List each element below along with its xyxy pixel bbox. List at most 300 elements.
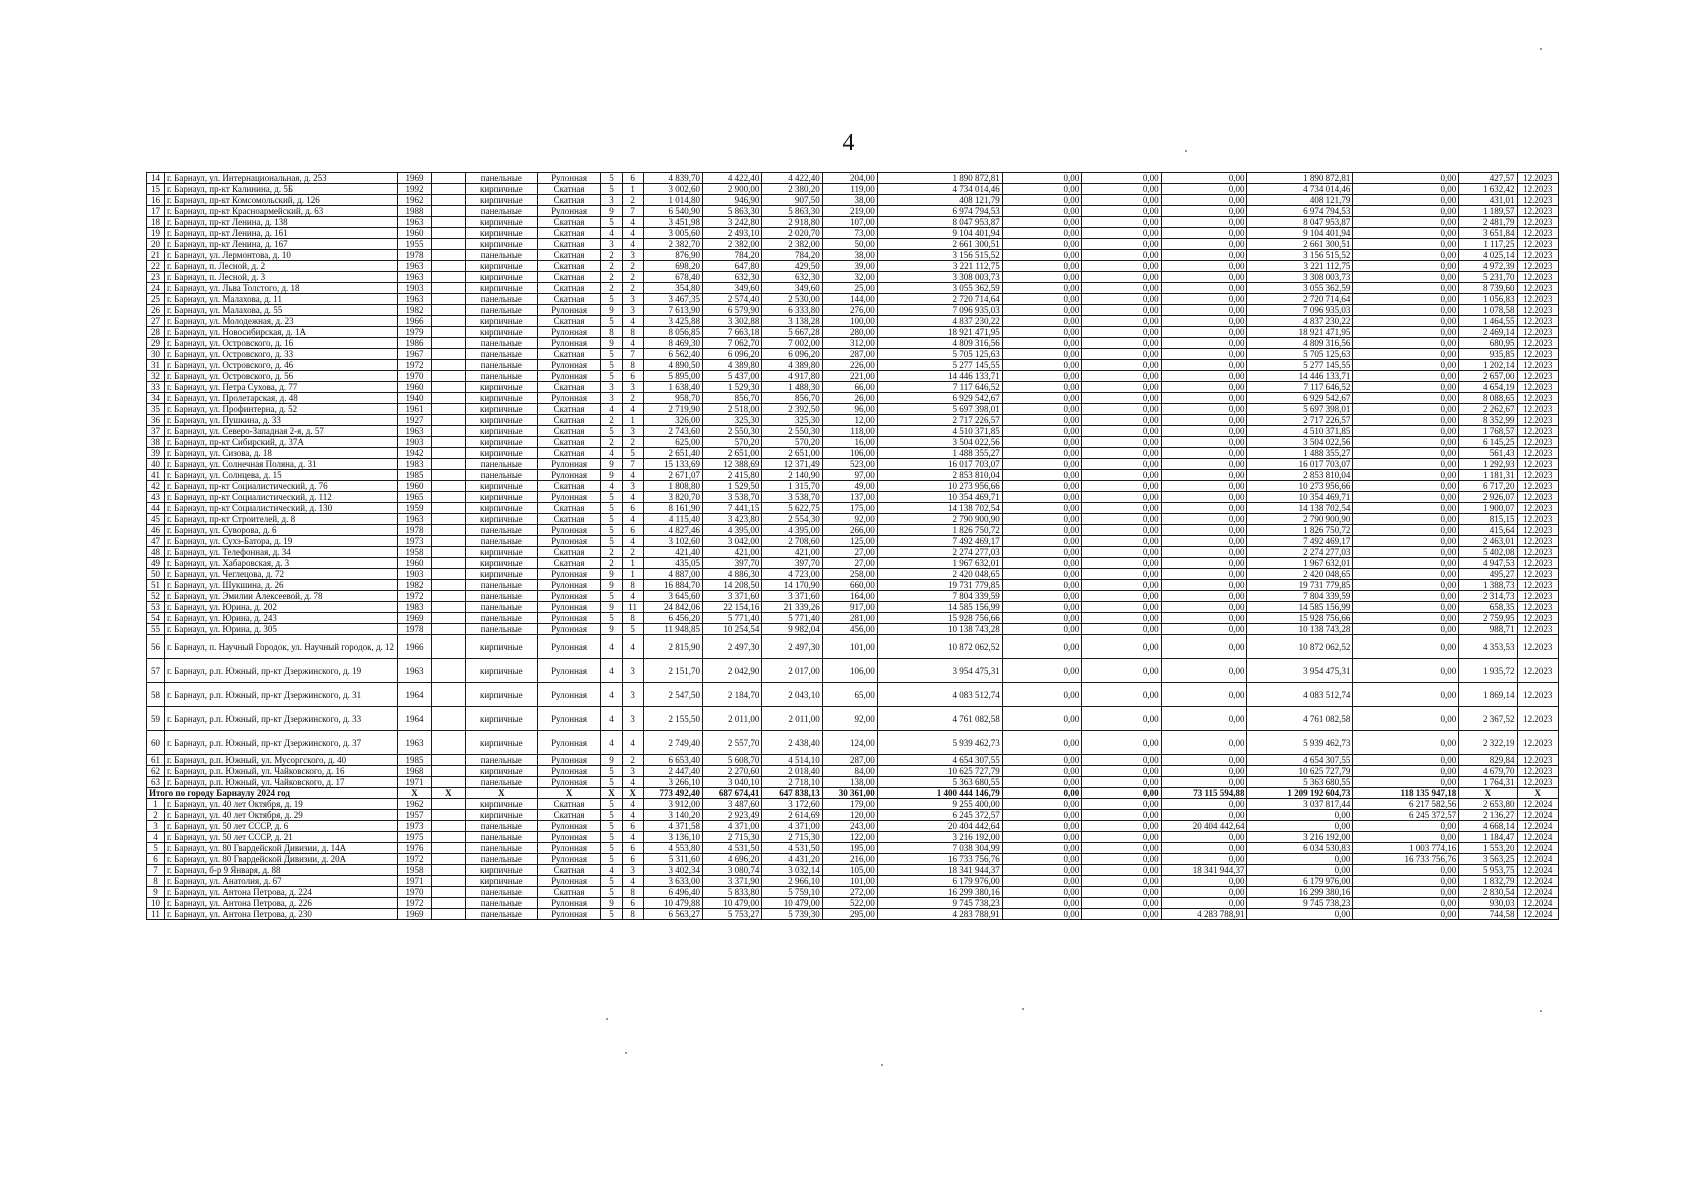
table-row (147, 470, 1559, 481)
cell-area-residential: 2 918,80 (762, 217, 822, 228)
cell-year-renovation (431, 239, 465, 250)
cell-residents: 219,00 (822, 206, 877, 217)
cell-address: г. Барнаул, ул. Эмилии Алексеевой, д. 78 (165, 591, 398, 602)
cell-funds-budget-region: 0,00 (1082, 371, 1161, 382)
cell-completion-date: 12.2023 (1517, 404, 1558, 415)
cell-completion-date: 12.2023 (1517, 261, 1558, 272)
cell-funds-budget-local: 0,00 (1161, 294, 1247, 305)
cell-year-renovation (431, 294, 465, 305)
cell-address: г. Барнаул, ул. Северо-Западная 2-я, д. 57 (165, 426, 398, 437)
cell-no: 62 (147, 766, 165, 777)
table-row (147, 206, 1559, 217)
cell-specific-cost: 1 181,31 (1459, 470, 1517, 481)
cell-address: г. Барнаул, б-р 9 Января, д. 88 (165, 865, 398, 876)
cell-funds-fund: 0,00 (1002, 821, 1081, 832)
table-row (147, 371, 1559, 382)
cell-wall-material: кирпичные (465, 272, 537, 283)
cell-residents: 27,00 (822, 558, 877, 569)
cell-funds-other: 0,00 (1353, 766, 1459, 777)
cell-funds-fund: 0,00 (1002, 316, 1081, 327)
cell-entrances: 6 (622, 173, 643, 184)
cell-specific-cost: 988,71 (1459, 624, 1517, 635)
cell-wall-material: панельные (465, 525, 537, 536)
cell-floors: 5 (601, 854, 622, 865)
cell-cost-total: 3 504 022,56 (877, 437, 1002, 448)
cell-area-residential: 349,60 (762, 283, 822, 294)
cell-total-area: 2 651,40 (643, 448, 702, 459)
cell-completion-date: 12.2023 (1517, 206, 1558, 217)
cell-year-renovation (431, 283, 465, 294)
scan-speck (881, 1064, 883, 1066)
cell-total-area: 6 540,90 (643, 206, 702, 217)
cell-residents: 175,00 (822, 503, 877, 514)
cell-funds-other: 0,00 (1353, 393, 1459, 404)
cell-funds-budget-region: 0,00 (1082, 382, 1161, 393)
cell-floors: 5 (601, 184, 622, 195)
cell-wall-material: кирпичные (465, 558, 537, 569)
table-row (147, 360, 1559, 371)
cell-funds-budget-region: 0,00 (1082, 217, 1161, 228)
cell-funds-other: 0,00 (1353, 481, 1459, 492)
cell-entrances: 8 (622, 327, 643, 338)
cell-funds-fund: 0,00 (1002, 261, 1081, 272)
cell-completion-date: 12.2023 (1517, 217, 1558, 228)
cell-funds-owners: 5 939 462,73 (1247, 731, 1353, 755)
cell-funds-budget-local: 0,00 (1161, 854, 1247, 865)
cell-funds-owners: 7 804 339,59 (1247, 591, 1353, 602)
table-row (147, 404, 1559, 415)
cell-funds-owners: 2 661 300,51 (1247, 239, 1353, 250)
cell-floors: 2 (601, 547, 622, 558)
cell-area-residential: 1 315,70 (762, 481, 822, 492)
cell-no: 17 (147, 206, 165, 217)
cell-funds-budget-region: 0,00 (1082, 437, 1161, 448)
table-row (147, 305, 1559, 316)
cell-year: 1957 (398, 810, 432, 821)
cell-area-residential: 2 718,10 (762, 777, 822, 788)
cell-completion-date: 12.2024 (1517, 909, 1558, 920)
cell-funds-fund: 0,00 (1002, 206, 1081, 217)
cell-funds-other: 0,00 (1353, 338, 1459, 349)
cell-total-area: 24 842,06 (643, 602, 702, 613)
cell-year-renovation (431, 349, 465, 360)
scan-speck (1185, 150, 1187, 152)
cell-funds-fund: 0,00 (1002, 305, 1081, 316)
cell-specific-cost: 1 832,79 (1459, 876, 1517, 887)
cell-year-renovation (431, 777, 465, 788)
cell-funds-other: 0,00 (1353, 283, 1459, 294)
cell-funds-budget-local: 0,00 (1161, 239, 1247, 250)
cell-cost-total: 5 697 398,01 (877, 404, 1002, 415)
cell-year-renovation (431, 195, 465, 206)
cell-year-renovation (431, 810, 465, 821)
cell-wall-material: панельные (465, 898, 537, 909)
cell-year-renovation (431, 426, 465, 437)
total-cell: X (601, 788, 622, 799)
cell-floors: 5 (601, 909, 622, 920)
cell-funds-fund: 0,00 (1002, 503, 1081, 514)
cell-floors: 4 (601, 635, 622, 659)
cell-specific-cost: 2 367,52 (1459, 707, 1517, 731)
cell-year-renovation (431, 404, 465, 415)
cell-entrances: 3 (622, 683, 643, 707)
total-cell: 647 838,13 (762, 788, 822, 799)
cell-cost-total: 10 273 956,66 (877, 481, 1002, 492)
table-row (147, 272, 1559, 283)
cell-year: 1963 (398, 294, 432, 305)
cell-year-renovation (431, 514, 465, 525)
cell-completion-date: 12.2023 (1517, 613, 1558, 624)
cell-residents: 204,00 (822, 173, 877, 184)
cell-specific-cost: 5 402,08 (1459, 547, 1517, 558)
cell-address: г. Барнаул, ул. Лермонтова, д. 10 (165, 250, 398, 261)
table-row (147, 492, 1559, 503)
cell-year: 1955 (398, 239, 432, 250)
cell-funds-other: 0,00 (1353, 909, 1459, 920)
cell-funds-owners: 7 492 469,17 (1247, 536, 1353, 547)
cell-funds-other: 0,00 (1353, 613, 1459, 624)
cell-area-premises: 397,70 (703, 558, 762, 569)
cell-floors: 9 (601, 338, 622, 349)
cell-floors: 5 (601, 492, 622, 503)
cell-residents: 216,00 (822, 854, 877, 865)
cell-wall-material: панельные (465, 755, 537, 766)
cell-roof-type: Рулонная (537, 338, 601, 349)
cell-year-renovation (431, 492, 465, 503)
cell-completion-date: 12.2023 (1517, 250, 1558, 261)
cell-entrances: 4 (622, 832, 643, 843)
cell-funds-budget-region: 0,00 (1082, 843, 1161, 854)
cell-completion-date: 12.2023 (1517, 470, 1558, 481)
cell-entrances: 8 (622, 909, 643, 920)
cell-floors: 5 (601, 810, 622, 821)
cell-area-premises: 6 096,20 (703, 349, 762, 360)
cell-completion-date: 12.2023 (1517, 492, 1558, 503)
cell-total-area: 3 136,10 (643, 832, 702, 843)
cell-entrances: 5 (622, 448, 643, 459)
cell-no: 11 (147, 909, 165, 920)
cell-specific-cost: 2 262,67 (1459, 404, 1517, 415)
cell-area-premises: 2 550,30 (703, 426, 762, 437)
cell-floors: 3 (601, 195, 622, 206)
cell-year-renovation (431, 371, 465, 382)
table-row (147, 659, 1559, 683)
cell-residents: 226,00 (822, 360, 877, 371)
table-row (147, 580, 1559, 591)
cell-wall-material: кирпичные (465, 195, 537, 206)
table-row (147, 591, 1559, 602)
cell-funds-owners: 2 274 277,03 (1247, 547, 1353, 558)
cell-wall-material: кирпичные (465, 683, 537, 707)
cell-funds-owners: 2 720 714,64 (1247, 294, 1353, 305)
cell-total-area: 4 553,80 (643, 843, 702, 854)
cell-year: 1983 (398, 602, 432, 613)
cell-address: г. Барнаул, ул. Сухэ-Батора, д. 19 (165, 536, 398, 547)
cell-year-renovation (431, 316, 465, 327)
cell-funds-owners: 19 731 779,85 (1247, 580, 1353, 591)
cell-total-area: 5 311,60 (643, 854, 702, 865)
cell-total-area: 4 890,50 (643, 360, 702, 371)
cell-funds-fund: 0,00 (1002, 239, 1081, 250)
cell-no: 24 (147, 283, 165, 294)
cell-funds-fund: 0,00 (1002, 731, 1081, 755)
cell-area-premises: 12 388,69 (703, 459, 762, 470)
table-row (147, 547, 1559, 558)
cell-roof-type: Скатная (537, 195, 601, 206)
cell-address: г. Барнаул, ул. Малахова, д. 11 (165, 294, 398, 305)
cell-wall-material: кирпичные (465, 731, 537, 755)
cell-funds-owners: 6 929 542,67 (1247, 393, 1353, 404)
cell-funds-other: 0,00 (1353, 173, 1459, 184)
cell-year: 1958 (398, 547, 432, 558)
cell-funds-budget-region: 0,00 (1082, 624, 1161, 635)
table-row (147, 909, 1559, 920)
cell-funds-budget-region: 0,00 (1082, 683, 1161, 707)
cell-funds-fund: 0,00 (1002, 448, 1081, 459)
cell-funds-owners: 1 488 355,27 (1247, 448, 1353, 459)
cell-total-area: 3 912,00 (643, 799, 702, 810)
cell-area-residential: 570,20 (762, 437, 822, 448)
cell-funds-other: 0,00 (1353, 360, 1459, 371)
cell-no: 43 (147, 492, 165, 503)
cell-area-premises: 3 242,80 (703, 217, 762, 228)
cell-address: г. Барнаул, ул. Шукшина, д. 26 (165, 580, 398, 591)
cell-area-residential: 2 651,00 (762, 448, 822, 459)
cell-funds-fund: 0,00 (1002, 294, 1081, 305)
cell-funds-fund: 0,00 (1002, 382, 1081, 393)
cell-completion-date: 12.2023 (1517, 316, 1558, 327)
cell-roof-type: Рулонная (537, 755, 601, 766)
cell-wall-material: панельные (465, 821, 537, 832)
cell-wall-material: панельные (465, 580, 537, 591)
cell-entrances: 2 (622, 272, 643, 283)
cell-funds-budget-local: 0,00 (1161, 327, 1247, 338)
cell-funds-budget-region: 0,00 (1082, 338, 1161, 349)
cell-specific-cost: 561,43 (1459, 448, 1517, 459)
cell-funds-owners: 4 083 512,74 (1247, 683, 1353, 707)
cell-residents: 25,00 (822, 283, 877, 294)
cell-year-renovation (431, 558, 465, 569)
cell-no: 14 (147, 173, 165, 184)
cell-residents: 92,00 (822, 514, 877, 525)
cell-funds-owners: 6 974 794,53 (1247, 206, 1353, 217)
cell-completion-date: 12.2023 (1517, 426, 1558, 437)
cell-wall-material: кирпичные (465, 261, 537, 272)
cell-wall-material: кирпичные (465, 635, 537, 659)
cell-address: г. Барнаул, ул. Новосибирская, д. 1А (165, 327, 398, 338)
cell-entrances: 1 (622, 558, 643, 569)
cell-area-residential: 2 382,00 (762, 239, 822, 250)
cell-funds-owners: 3 308 003,73 (1247, 272, 1353, 283)
cell-year-renovation (431, 525, 465, 536)
cell-cost-total: 1 826 750,72 (877, 525, 1002, 536)
cell-funds-fund: 0,00 (1002, 602, 1081, 613)
cell-address: г. Барнаул, ул. Солнечная Поляна, д. 31 (165, 459, 398, 470)
cell-year-renovation (431, 613, 465, 624)
cell-entrances: 3 (622, 382, 643, 393)
cell-wall-material: кирпичные (465, 547, 537, 558)
cell-entrances: 4 (622, 777, 643, 788)
cell-residents: 16,00 (822, 437, 877, 448)
cell-roof-type: Рулонная (537, 371, 601, 382)
cell-funds-budget-region: 0,00 (1082, 305, 1161, 316)
cell-funds-budget-local: 0,00 (1161, 591, 1247, 602)
cell-floors: 5 (601, 887, 622, 898)
cell-total-area: 6 496,40 (643, 887, 702, 898)
cell-year: 1973 (398, 821, 432, 832)
cell-no: 3 (147, 821, 165, 832)
cell-funds-budget-region: 0,00 (1082, 426, 1161, 437)
cell-funds-fund: 0,00 (1002, 217, 1081, 228)
cell-completion-date: 12.2023 (1517, 777, 1558, 788)
cell-entrances: 4 (622, 591, 643, 602)
cell-residents: 26,00 (822, 393, 877, 404)
cell-specific-cost: 2 926,07 (1459, 492, 1517, 503)
cell-area-premises: 2 574,40 (703, 294, 762, 305)
cell-address: г. Барнаул, ул. 80 Гвардейской Дивизии, д. 20А (165, 854, 398, 865)
cell-specific-cost: 1 553,20 (1459, 843, 1517, 854)
cell-area-premises: 784,20 (703, 250, 762, 261)
cell-year-renovation (431, 459, 465, 470)
total-cell: X (622, 788, 643, 799)
cell-total-area: 3 633,00 (643, 876, 702, 887)
cell-funds-other: 0,00 (1353, 492, 1459, 503)
cell-completion-date: 12.2023 (1517, 569, 1558, 580)
cell-entrances: 7 (622, 206, 643, 217)
cell-year: 1985 (398, 755, 432, 766)
cell-area-premises: 4 531,50 (703, 843, 762, 854)
cell-no: 20 (147, 239, 165, 250)
cell-specific-cost: 4 947,53 (1459, 558, 1517, 569)
cell-floors: 5 (601, 843, 622, 854)
cell-residents: 101,00 (822, 876, 877, 887)
cell-funds-budget-region: 0,00 (1082, 294, 1161, 305)
cell-cost-total: 7 117 646,52 (877, 382, 1002, 393)
cell-funds-budget-local: 18 341 944,37 (1161, 865, 1247, 876)
cell-entrances: 4 (622, 316, 643, 327)
table-row (147, 217, 1559, 228)
cell-completion-date: 12.2024 (1517, 821, 1558, 832)
cell-entrances: 4 (622, 514, 643, 525)
cell-specific-cost: 2 463,01 (1459, 536, 1517, 547)
cell-floors: 3 (601, 393, 622, 404)
cell-funds-owners: 14 446 133,71 (1247, 371, 1353, 382)
cell-funds-fund: 0,00 (1002, 360, 1081, 371)
cell-address: г. Барнаул, ул. 50 лет СССР, д. 6 (165, 821, 398, 832)
cell-funds-fund: 0,00 (1002, 591, 1081, 602)
cell-funds-budget-region: 0,00 (1082, 195, 1161, 206)
cell-area-residential: 5 622,75 (762, 503, 822, 514)
cell-entrances: 4 (622, 810, 643, 821)
cell-area-residential: 3 172,60 (762, 799, 822, 810)
cell-funds-fund: 0,00 (1002, 327, 1081, 338)
cell-funds-fund: 0,00 (1002, 393, 1081, 404)
cell-no: 40 (147, 459, 165, 470)
cell-year-renovation (431, 437, 465, 448)
cell-residents: 106,00 (822, 659, 877, 683)
cell-completion-date: 12.2023 (1517, 415, 1558, 426)
cell-funds-budget-local: 0,00 (1161, 547, 1247, 558)
total-row-label: Итого по городу Барнаулу 2024 год (147, 788, 398, 799)
cell-entrances: 6 (622, 371, 643, 382)
cell-total-area: 6 562,40 (643, 349, 702, 360)
cell-floors: 9 (601, 206, 622, 217)
cell-residents: 195,00 (822, 843, 877, 854)
cell-wall-material: кирпичные (465, 327, 537, 338)
cell-area-premises: 22 154,16 (703, 602, 762, 613)
cell-residents: 105,00 (822, 865, 877, 876)
cell-roof-type: Скатная (537, 865, 601, 876)
cell-no: 61 (147, 755, 165, 766)
cell-area-residential: 4 531,50 (762, 843, 822, 854)
cell-floors: 5 (601, 349, 622, 360)
cell-no: 35 (147, 404, 165, 415)
cell-area-residential: 5 759,10 (762, 887, 822, 898)
cell-specific-cost: 3 563,25 (1459, 854, 1517, 865)
cell-total-area: 1 638,40 (643, 382, 702, 393)
cell-funds-fund: 0,00 (1002, 613, 1081, 624)
cell-area-residential: 6 333,80 (762, 305, 822, 316)
cell-funds-budget-region: 0,00 (1082, 393, 1161, 404)
cell-year-renovation (431, 755, 465, 766)
cell-year-renovation (431, 228, 465, 239)
cell-roof-type: Скатная (537, 404, 601, 415)
table-row (147, 327, 1559, 338)
cell-floors: 5 (601, 316, 622, 327)
cell-entrances: 1 (622, 569, 643, 580)
cell-total-area: 4 887,00 (643, 569, 702, 580)
cell-floors: 5 (601, 821, 622, 832)
cell-cost-total: 4 654 307,55 (877, 755, 1002, 766)
cell-entrances: 6 (622, 525, 643, 536)
cell-area-premises: 7 663,18 (703, 327, 762, 338)
cell-funds-other: 0,00 (1353, 261, 1459, 272)
cell-total-area: 3 402,34 (643, 865, 702, 876)
cell-cost-total: 4 283 788,91 (877, 909, 1002, 920)
cell-area-residential: 2 966,10 (762, 876, 822, 887)
cell-roof-type: Скатная (537, 382, 601, 393)
cell-address: г. Барнаул, ул. Солнцева, д. 15 (165, 470, 398, 481)
cell-wall-material: панельные (465, 832, 537, 843)
cell-year-renovation (431, 843, 465, 854)
cell-area-premises: 7 441,15 (703, 503, 762, 514)
cell-wall-material: кирпичные (465, 481, 537, 492)
cell-area-premises: 2 900,00 (703, 184, 762, 195)
cell-residents: 84,00 (822, 766, 877, 777)
cell-year: 1976 (398, 843, 432, 854)
cell-area-premises: 5 863,30 (703, 206, 762, 217)
cell-cost-total: 18 921 471,95 (877, 327, 1002, 338)
cell-address: г. Барнаул, р.п. Южный, пр-кт Дзержинского, д. 37 (165, 731, 398, 755)
cell-completion-date: 12.2023 (1517, 371, 1558, 382)
cell-funds-fund: 0,00 (1002, 707, 1081, 731)
cell-roof-type: Рулонная (537, 777, 601, 788)
cell-roof-type: Рулонная (537, 683, 601, 707)
cell-funds-other: 0,00 (1353, 876, 1459, 887)
table-row (147, 338, 1559, 349)
cell-area-premises: 2 184,70 (703, 683, 762, 707)
cell-year-renovation (431, 799, 465, 810)
cell-year: 1964 (398, 683, 432, 707)
cell-floors: 5 (601, 514, 622, 525)
cell-year-renovation (431, 184, 465, 195)
cell-funds-owners: 10 872 062,52 (1247, 635, 1353, 659)
cell-funds-budget-local: 0,00 (1161, 777, 1247, 788)
cell-year: 1972 (398, 591, 432, 602)
cell-address: г. Барнаул, пр-кт Социалистический, д. 76 (165, 481, 398, 492)
cell-funds-fund: 0,00 (1002, 470, 1081, 481)
cell-entrances: 8 (622, 360, 643, 371)
